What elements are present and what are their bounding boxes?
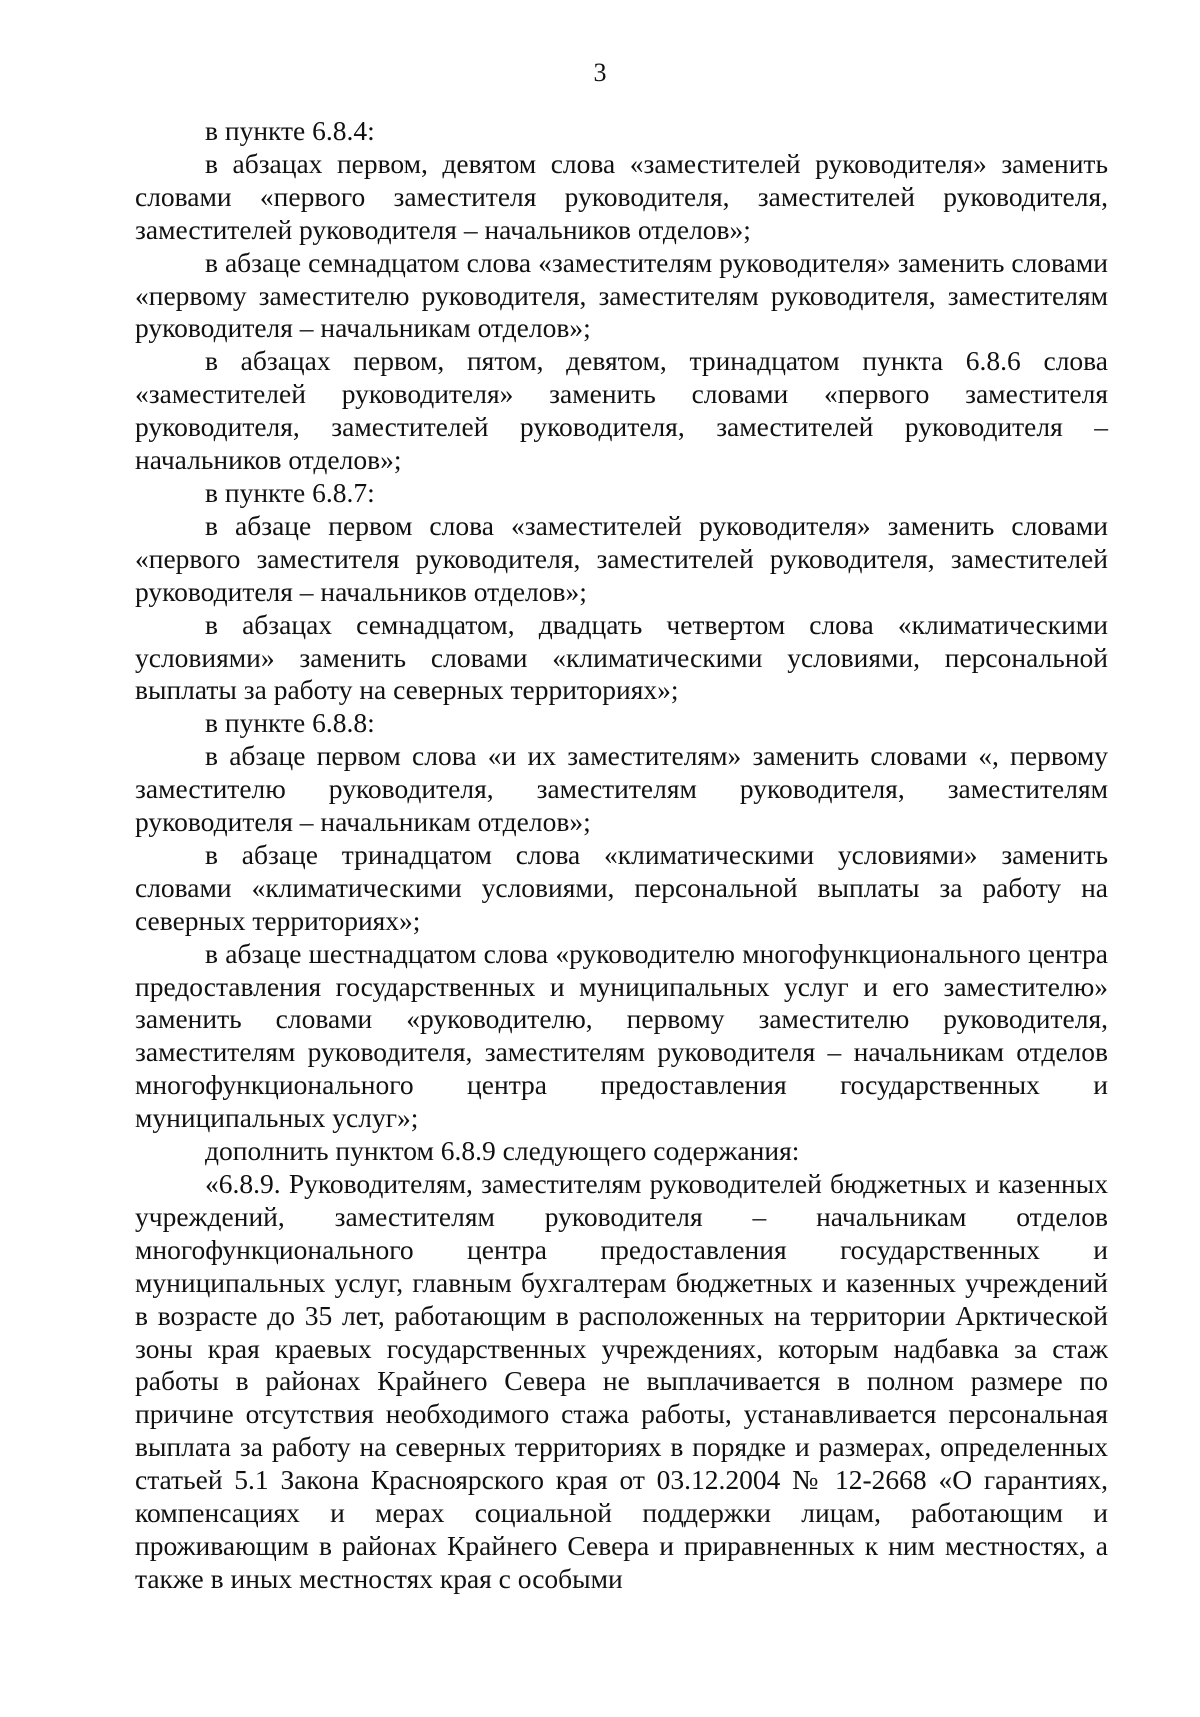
- paragraph-amend-6-8-7-seventeenth: в абзацах семнадцатом, двадцать четвертом слова «климатическими условиями» заменить словами «климатическими условиями, персональной выплаты за работу на северных территориях»;: [135, 608, 1108, 706]
- paragraph-amend-6-8-7-first: в абзаце первом слова «заместителей руководителя» заменить словами «первого заместителя руководителя, заместителей руководителя, заместителей руководителя – начальников отделов»;: [135, 509, 1108, 607]
- paragraph-amend-6-8-4-first-ninth: в абзацах первом, девятом слова «заместителей руководителя» заменить словами «первого заместителя руководителя, заместителей руководителя, заместителей руководителя – начальников отделов»;: [135, 147, 1108, 245]
- paragraph-amend-6-8-8-first: в абзаце первом слова «и их заместителям» заменить словами «, первому заместителю руководителя, заместителям руководителя, заместителям руководителя – начальникам отделов»;: [135, 740, 1108, 838]
- paragraph-6-8-9-text: «6.8.9. Руководителям, заместителям руководителей бюджетных и казенных учреждений, заместителям руководителя – начальникам отделов многофункционального центра предоставления государственных и муниципальных услуг, главным бухгалтерам бюджетных и казенных учреждений в возрасте до 35 лет, работающим в расположенных на территории Арктической зоны края краевых государственных учреждениях, которым надбавка за стаж работы в районах Крайнего Севера не выплачивается в полном размере по причине отсутствия необходимого стажа работы, устанавливается персональная выплата за работу на северных территориях в порядке и размерах, определенных статьей 5.1 Закона Красноярского края от 03.12.2004 № 12-2668 «О гарантиях, компенсациях и мерах социальной поддержки лицам, работающим и проживающим в районах Крайнего Севера и приравненных к ним местностях, а также в иных местностях края с особыми: [135, 1168, 1108, 1594]
- paragraph-add-6-8-9: дополнить пунктом 6.8.9 следующего содержания:: [205, 1135, 800, 1167]
- paragraph-amend-6-8-4-seventeenth: в абзаце семнадцатом слова «заместителям руководителя» заменить словами «первому заместителю руководителя, заместителям руководителя, заместителям руководителя – начальникам отделов»;: [135, 246, 1108, 344]
- paragraph-item-6-8-7: в пункте 6.8.7:: [205, 476, 375, 508]
- paragraph-item-6-8-8: в пункте 6.8.8:: [205, 707, 375, 739]
- paragraph-amend-6-8-8-thirteenth: в абзаце тринадцатом слова «климатическими условиями» заменить словами «климатическими условиями, персональной выплаты за работу на северных территориях»;: [135, 838, 1108, 936]
- paragraph-amend-6-8-6: в абзацах первом, пятом, девятом, тринадцатом пункта 6.8.6 слова «заместителей руководителя» заменить словами «первого заместителя руководителя, заместителей руководителя, заместителей руководителя – начальников отделов»;: [135, 345, 1108, 476]
- paragraph-amend-6-8-8-sixteenth: в абзаце шестнадцатом слова «руководителю многофункционального центра предоставления государственных и муниципальных услуг и его заместителю» заменить словами «руководителю, первому заместителю руководителя, заместителям руководителя, заместителям руководителя – начальникам отделов многофункционального центра предоставления государственных и муниципальных услуг»;: [135, 937, 1108, 1134]
- paragraph-item-6-8-4: в пункте 6.8.4:: [205, 115, 375, 146]
- document-body: [135, 115, 1108, 1596]
- page-number: 3: [593, 58, 607, 87]
